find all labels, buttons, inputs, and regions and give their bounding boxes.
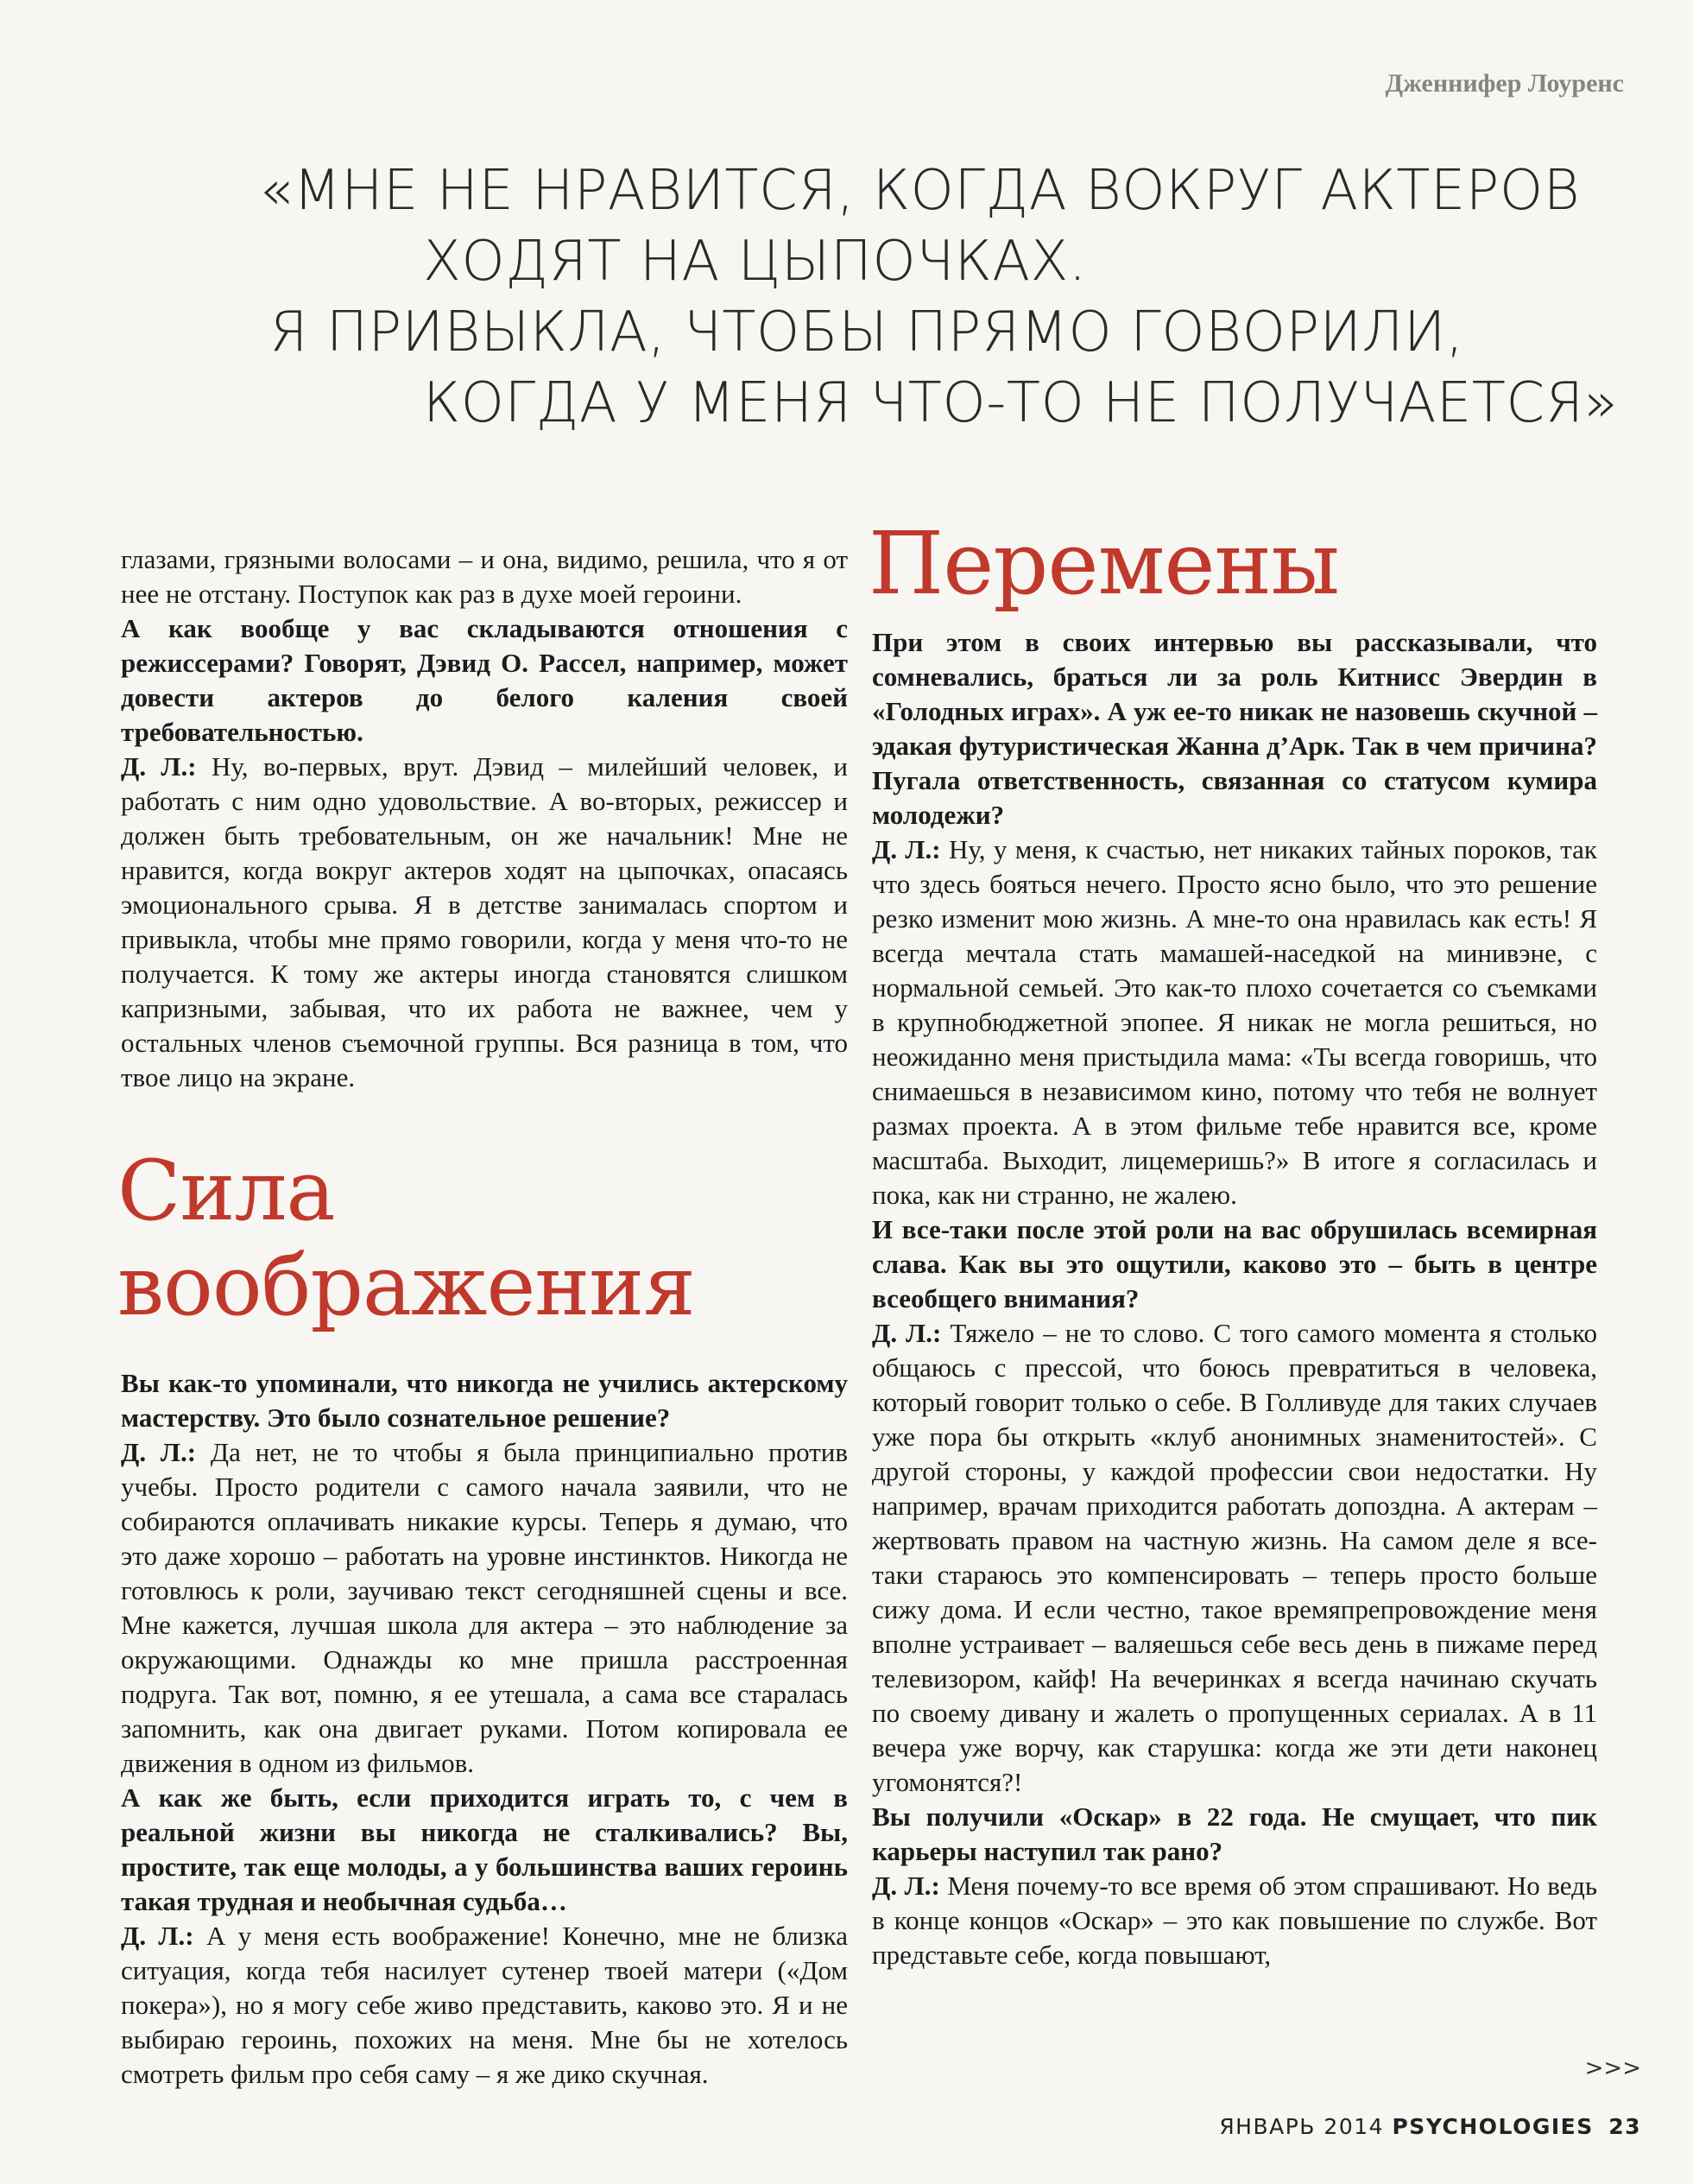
page-number: 23 [1608,2114,1641,2139]
speaker-initials: Д. Л.: [121,1437,197,1467]
answer-text: Ну, во-первых, врут. Дэвид – милейший человек, и работать с ним одно удовольствие. А во-вторых, режиссер и должен быть требовательным, он же начальник! Мне не нравится, когда вокруг актеров ходят на цыпочках, опасаясь эмоционального срыва. Я в детстве занималась спортом и привыкла, чтобы мне прямо говорили, когда у меня что-то не получается. К тому же актеры иногда становятся слишком капризными, забывая, что их работа не важнее, чем у остальных членов съемочной группы. Вся разница в том, что твое лицо на экране. [121,751,848,1092]
pull-quote-line-3: Я ПРИВЫКЛА, ЧТОБЫ ПРЯМО ГОВОРИЛИ, [269,301,1464,364]
intro-paragraph: глазами, грязными волосами – и она, видимо, решила, что я от нее не отстану. Поступок как раз в духе моей героини. [121,544,848,609]
question-paragraph: А как же быть, если приходится играть то, с чем в реальной жизни вы никогда не сталкивались? Вы, простите, так еще молоды, а у большинства ваших героинь такая трудная и необычная судьба… [121,1782,848,1916]
pull-quote-line-4: КОГДА У МЕНЯ ЧТО-ТО НЕ ПОЛУЧАЕТСЯ» [423,371,1619,435]
answer-text: Меня почему-то все время об этом спрашивают. Но ведь в конце концов «Оскар» – это как повышение по службе. Вот представьте себе, когда повышают, [872,1871,1598,1970]
section-heading-changes: Перемены [869,513,1339,614]
speaker-initials: Д. Л.: [121,751,197,782]
answer-paragraph [872,832,1597,1212]
answer-text: А у меня есть воображение! Конечно, мне не близка ситуация, когда тебя насилует сутенер твоей матери («Дом покера»), но я могу себе живо представить, каково это. Я и не выбираю героинь, похожих на меня. Мне бы не хотелось смотреть фильм про себя саму – я же дико скучная. [121,1921,848,2089]
running-head: Дженнифер Лоуренс [1385,69,1624,98]
pull-quote [259,155,1619,439]
question-paragraph: Вы как-то упоминали, что никогда не учились актерскому мастерству. Это было сознательное решение? [121,1368,848,1433]
continue-marker: >>> [1584,2055,1641,2081]
question-paragraph: И все-таки после этой роли на вас обрушилась всемирная слава. Как вы это ощутили, каково это – быть в центре всеобщего внимания? [872,1214,1597,1314]
issue-date: ЯНВАРЬ 2014 [1219,2114,1385,2139]
magazine-name: PSYCHOLOGIES [1392,2114,1594,2139]
left-column [117,542,849,2092]
answer-paragraph [121,1919,848,2092]
answer-text: Ну, у меня, к счастью, нет никаких тайных пороков, так что здесь бояться нечего. Просто ясно было, что это решение резко изменит мою жизнь. А мне-то она нравилась как есть! Я всегда мечтала стать мамашей-наседкой на минивэне, с нормальной семьей. Это как-то плохо сочетается со съемками в крупнобюджетной эпопее. Я никак не могла решиться, но неожиданно меня пристыдила мама: «Ты всегда говоришь, что снимаешься в независимом кино, потому что тебя не волнует размах проекта. А в этом фильме тебе нравится все, кроме масштаба. Выходит, лицемеришь?» В итоге я согласилась и пока, как ни странно, не жалею. [872,834,1597,1210]
answer-paragraph [121,750,848,1095]
question-paragraph: При этом в своих интервью вы рассказывали, что сомневались, браться ли за роль Китнисс Эвердин в «Голодных играх». А уж ее-то никак не назовешь скучной – эдакая футуристическая Жанна д’Арк. Так в чем причина? Пугала ответственность, связанная со статусом кумира молодежи? [872,627,1597,830]
speaker-initials: Д. Л.: [872,834,941,864]
speaker-initials: Д. Л.: [872,1318,942,1348]
section-heading-imagination: Сила воображения [117,1143,695,1334]
right-column [869,513,1598,1972]
answer-paragraph [121,1435,848,1781]
answer-text: Тяжело – не то слово. С того самого момента я столько общаюсь с прессой, что боюсь превратиться в человека, который говорит только о себе. В Голливуде для таких случаев уже пора бы открыть «клуб анонимных знаменитостей». С другой стороны, у каждой профессии свои недостатки. Ну например, врачам приходится работать допоздна. А актерам – жертвовать правом на частную жизнь. На самом деле я все-таки стараюсь это компенсировать – теперь просто больше сижу дома. И если честно, такое времяпрепровождение меня вполне устраивает – валяешься себе весь день в пижаме перед телевизором, кайф! На вечеринках я всегда начинаю скучать по своему дивану и жалеть о пропущенных сериалах. А в 11 вечера уже ворчу, как старушка: когда же эти дети наконец угомонятся?! [872,1318,1597,1797]
answer-paragraph [872,1869,1597,1972]
pull-quote-line-1: «МНЕ НЕ НРАВИТСЯ, КОГДА ВОКРУГ АКТЕРОВ [259,159,1581,223]
answer-text: Да нет, не то чтобы я была принципиально против учебы. Просто родители с самого начала заявили, что не собираются оплачивать никакие курсы. Теперь я думаю, что это даже хорошо – работать на уровне инстинктов. Никогда не готовлюсь к роли, заучиваю текст сегодняшней сцены и все. Мне кажется, лучшая школа для актера – это наблюдение за окружающими. Однажды ко мне пришла расстроенная подруга. Так вот, помню, я ее утешала, а сама все старалась запомнить, как она двигает руками. Потом копировала ее движения в одном из фильмов. [121,1437,849,1778]
speaker-initials: Д. Л.: [121,1921,194,1951]
answer-paragraph [872,1316,1597,1800]
pull-quote-line-2: ХОДЯТ НА ЦЫПОЧКАХ. [423,230,1087,294]
speaker-initials: Д. Л.: [872,1871,940,1901]
question-paragraph: Вы получили «Оскар» в 22 года. Не смущает, что пик карьеры наступил так рано? [872,1801,1597,1866]
page-footer [1219,2114,1641,2139]
question-paragraph: А как вообще у вас складываются отношения с режиссерами? Говорят, Дэвид О. Рассел, например, может довести актеров до белого каления своей требовательностью. [121,613,848,747]
